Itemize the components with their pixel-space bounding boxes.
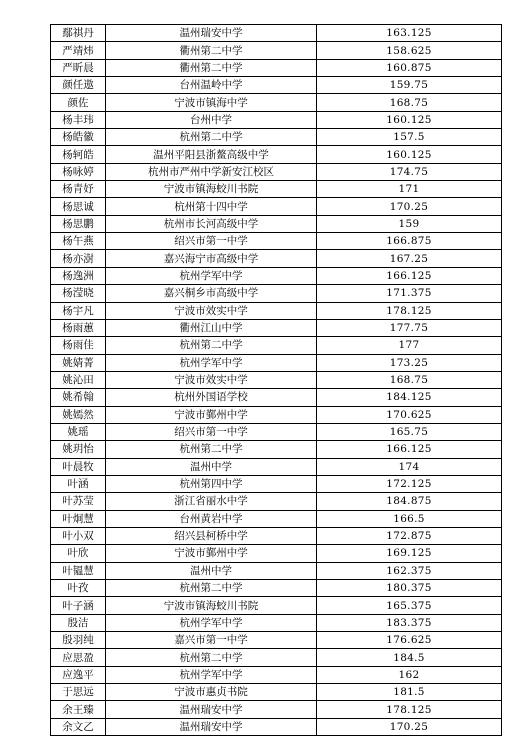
table-row xyxy=(51,597,502,614)
school-cell: 杭州第二中学 xyxy=(106,649,317,666)
score-cell: 172.875 xyxy=(317,527,502,544)
score-cell: 162.375 xyxy=(317,562,502,579)
student-name-cell: 杨雨佳 xyxy=(51,337,106,354)
table-row xyxy=(51,562,502,579)
table-row xyxy=(51,423,502,440)
student-name-cell: 杨午燕 xyxy=(51,233,106,250)
school-cell: 宁波市效实中学 xyxy=(106,302,317,319)
school-cell: 绍兴县柯桥中学 xyxy=(106,527,317,544)
student-name-cell: 叶涵 xyxy=(51,475,106,492)
score-cell: 159.75 xyxy=(317,77,502,94)
table-row xyxy=(51,77,502,94)
score-table xyxy=(50,24,502,736)
table-row xyxy=(51,198,502,215)
table-row xyxy=(51,129,502,146)
score-cell: 158.625 xyxy=(317,42,502,59)
school-cell: 绍兴市第一中学 xyxy=(106,233,317,250)
table-row xyxy=(51,215,502,232)
student-name-cell: 叶炯慧 xyxy=(51,510,106,527)
student-name-cell: 叶子涵 xyxy=(51,597,106,614)
school-cell: 衢州第二中学 xyxy=(106,59,317,76)
student-name-cell: 姚婧菁 xyxy=(51,354,106,371)
school-cell: 台州黄岩中学 xyxy=(106,510,317,527)
school-cell: 杭州外国语学校 xyxy=(106,389,317,406)
student-name-cell: 叶韫慧 xyxy=(51,562,106,579)
score-cell: 184.5 xyxy=(317,649,502,666)
student-name-cell: 颜任遨 xyxy=(51,77,106,94)
school-cell: 温州瑞安中学 xyxy=(106,25,317,42)
student-name-cell: 姚嫣然 xyxy=(51,406,106,423)
score-cell: 168.75 xyxy=(317,94,502,111)
score-cell: 171.375 xyxy=(317,285,502,302)
school-cell: 宁波市惠贞书院 xyxy=(106,684,317,701)
student-name-cell: 严昕晨 xyxy=(51,59,106,76)
table-row xyxy=(51,510,502,527)
table-row xyxy=(51,701,502,718)
score-cell: 166.125 xyxy=(317,267,502,284)
school-cell: 杭州市严州中学新安江校区 xyxy=(106,163,317,180)
score-cell: 184.875 xyxy=(317,493,502,510)
table-row xyxy=(51,94,502,111)
score-cell: 160.125 xyxy=(317,111,502,128)
student-name-cell: 姚瑶 xyxy=(51,423,106,440)
student-name-cell: 鄢祺丹 xyxy=(51,25,106,42)
score-cell: 177 xyxy=(317,337,502,354)
student-name-cell: 颜佐 xyxy=(51,94,106,111)
table-row xyxy=(51,111,502,128)
score-cell: 171 xyxy=(317,181,502,198)
school-cell: 温州平阳县浙鳌高级中学 xyxy=(106,146,317,163)
student-name-cell: 杨逸洲 xyxy=(51,267,106,284)
school-cell: 宁波市镇海中学 xyxy=(106,94,317,111)
student-name-cell: 叶苏莹 xyxy=(51,493,106,510)
table-row xyxy=(51,267,502,284)
table-row xyxy=(51,475,502,492)
score-cell: 178.125 xyxy=(317,302,502,319)
school-cell: 杭州学军中学 xyxy=(106,614,317,631)
score-cell: 174 xyxy=(317,458,502,475)
score-cell: 170.25 xyxy=(317,198,502,215)
school-cell: 温州瑞安中学 xyxy=(106,718,317,735)
school-cell: 温州瑞安中学 xyxy=(106,701,317,718)
student-name-cell: 杨皓徽 xyxy=(51,129,106,146)
student-name-cell: 应逸平 xyxy=(51,666,106,683)
score-cell: 165.375 xyxy=(317,597,502,614)
school-cell: 杭州第二中学 xyxy=(106,129,317,146)
school-cell: 台州温岭中学 xyxy=(106,77,317,94)
score-cell: 176.625 xyxy=(317,632,502,649)
table-row xyxy=(51,441,502,458)
score-cell: 160.875 xyxy=(317,59,502,76)
table-row xyxy=(51,527,502,544)
student-name-cell: 杨宇凡 xyxy=(51,302,106,319)
student-name-cell: 于思远 xyxy=(51,684,106,701)
school-cell: 嘉兴市第一中学 xyxy=(106,632,317,649)
score-cell: 157.5 xyxy=(317,129,502,146)
score-cell: 170.625 xyxy=(317,406,502,423)
table-row xyxy=(51,580,502,597)
table-row xyxy=(51,250,502,267)
table-row xyxy=(51,666,502,683)
table-row xyxy=(51,285,502,302)
student-name-cell: 杨滢晓 xyxy=(51,285,106,302)
student-name-cell: 杨丰玮 xyxy=(51,111,106,128)
score-cell: 172.125 xyxy=(317,475,502,492)
school-cell: 杭州第四中学 xyxy=(106,475,317,492)
student-name-cell: 严靖炜 xyxy=(51,42,106,59)
score-cell: 169.125 xyxy=(317,545,502,562)
table-body xyxy=(51,25,502,736)
school-cell: 杭州学军中学 xyxy=(106,354,317,371)
score-cell: 170.25 xyxy=(317,718,502,735)
student-name-cell: 杨思诚 xyxy=(51,198,106,215)
student-name-cell: 余文乙 xyxy=(51,718,106,735)
table-row xyxy=(51,302,502,319)
student-name-cell: 杨雨蕙 xyxy=(51,319,106,336)
student-name-cell: 叶晨牧 xyxy=(51,458,106,475)
table-row xyxy=(51,684,502,701)
table-row xyxy=(51,319,502,336)
school-cell: 杭州市长河高级中学 xyxy=(106,215,317,232)
table-row xyxy=(51,354,502,371)
table-row xyxy=(51,25,502,42)
score-cell: 159 xyxy=(317,215,502,232)
school-cell: 温州中学 xyxy=(106,562,317,579)
school-cell: 衢州江山中学 xyxy=(106,319,317,336)
student-name-cell: 姚希翰 xyxy=(51,389,106,406)
student-name-cell: 杨青妤 xyxy=(51,181,106,198)
student-name-cell: 叶欣 xyxy=(51,545,106,562)
school-cell: 杭州第十四中学 xyxy=(106,198,317,215)
student-name-cell: 姚玥怡 xyxy=(51,441,106,458)
score-cell: 166.125 xyxy=(317,441,502,458)
school-cell: 温州中学 xyxy=(106,458,317,475)
score-cell: 160.125 xyxy=(317,146,502,163)
table-row xyxy=(51,42,502,59)
table-row xyxy=(51,493,502,510)
school-cell: 杭州第二中学 xyxy=(106,441,317,458)
score-cell: 168.75 xyxy=(317,371,502,388)
school-cell: 杭州第二中学 xyxy=(106,337,317,354)
score-cell: 163.125 xyxy=(317,25,502,42)
student-name-cell: 杨思鹏 xyxy=(51,215,106,232)
score-cell: 162 xyxy=(317,666,502,683)
score-cell: 180.375 xyxy=(317,580,502,597)
school-cell: 浙江省丽水中学 xyxy=(106,493,317,510)
score-cell: 173.25 xyxy=(317,354,502,371)
school-cell: 杭州学军中学 xyxy=(106,267,317,284)
student-name-cell: 余王臻 xyxy=(51,701,106,718)
score-cell: 181.5 xyxy=(317,684,502,701)
school-cell: 嘉兴海宁市高级中学 xyxy=(106,250,317,267)
student-name-cell: 殷洁 xyxy=(51,614,106,631)
table-row xyxy=(51,406,502,423)
score-cell: 184.125 xyxy=(317,389,502,406)
student-name-cell: 杨咏婷 xyxy=(51,163,106,180)
school-cell: 宁波市鄞州中学 xyxy=(106,545,317,562)
student-name-cell: 杨轲皓 xyxy=(51,146,106,163)
table-row xyxy=(51,146,502,163)
score-cell: 166.5 xyxy=(317,510,502,527)
table-row xyxy=(51,458,502,475)
score-cell: 166.875 xyxy=(317,233,502,250)
table-row xyxy=(51,632,502,649)
score-cell: 174.75 xyxy=(317,163,502,180)
student-name-cell: 叶小双 xyxy=(51,527,106,544)
student-name-cell: 殷羽纯 xyxy=(51,632,106,649)
student-name-cell: 叶孜 xyxy=(51,580,106,597)
score-cell: 178.125 xyxy=(317,701,502,718)
table-row xyxy=(51,371,502,388)
score-cell: 177.75 xyxy=(317,319,502,336)
school-cell: 嘉兴桐乡市高级中学 xyxy=(106,285,317,302)
table-row xyxy=(51,59,502,76)
school-cell: 杭州学军中学 xyxy=(106,666,317,683)
score-cell: 165.75 xyxy=(317,423,502,440)
school-cell: 杭州第二中学 xyxy=(106,580,317,597)
table-row xyxy=(51,614,502,631)
table-row xyxy=(51,545,502,562)
table-row xyxy=(51,181,502,198)
table-row xyxy=(51,718,502,735)
table-row xyxy=(51,337,502,354)
student-name-cell: 应思盈 xyxy=(51,649,106,666)
student-name-cell: 姚沁田 xyxy=(51,371,106,388)
school-cell: 宁波市镇海蛟川书院 xyxy=(106,181,317,198)
school-cell: 宁波市效实中学 xyxy=(106,371,317,388)
score-cell: 167.25 xyxy=(317,250,502,267)
school-cell: 台州中学 xyxy=(106,111,317,128)
table-row xyxy=(51,649,502,666)
school-cell: 绍兴市第一中学 xyxy=(106,423,317,440)
school-cell: 宁波市镇海蛟川书院 xyxy=(106,597,317,614)
school-cell: 宁波市鄞州中学 xyxy=(106,406,317,423)
student-name-cell: 杨亦澍 xyxy=(51,250,106,267)
table-row xyxy=(51,233,502,250)
table-row xyxy=(51,389,502,406)
school-cell: 衢州第二中学 xyxy=(106,42,317,59)
score-cell: 183.375 xyxy=(317,614,502,631)
table-row xyxy=(51,163,502,180)
